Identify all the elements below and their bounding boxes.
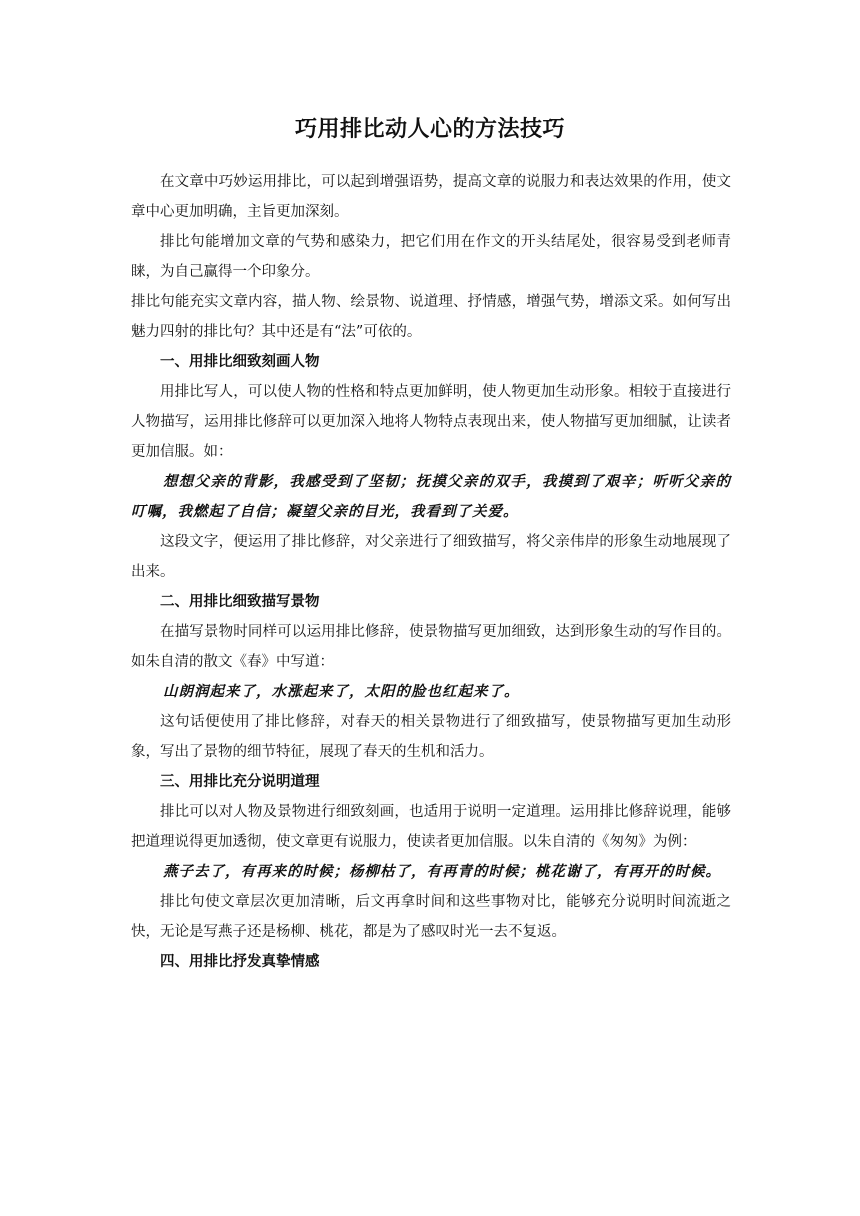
intro-paragraph-2: 排比句能增加文章的气势和感染力，把它们用在作文的开头结尾处，很容易受到老师青睐，为自己赢得一个印象分。 [131, 234, 731, 280]
section-heading-4: 四、用排比抒发真挚情感 [160, 954, 320, 970]
section-1-example: 想想父亲的背影，我感受到了坚韧；抚摸父亲的双手，我摸到了艰辛；听听父亲的叮嘱，我燃起了自信；凝望父亲的目光，我看到了关爱。 [131, 473, 731, 520]
section-2-analysis: 这句话便使用了排比修辞，对春天的相关景物进行了细致描写，使景物描写更加生动形象，写出了景物的细节特征，展现了春天的生机和活力。 [131, 714, 731, 760]
section-1-text: 用排比写人，可以使人物的性格和特点更加鲜明，使人物更加生动形象。相较于直接进行人物描写，运用排比修辞可以更加深入地将人物特点表现出来，使人物描写更加细腻，让读者更加信服。如： [131, 384, 731, 460]
section-heading-2: 二、用排比细致描写景物 [160, 594, 320, 610]
section-3-text: 排比可以对人物及景物进行细致刻画，也适用于说明一定道理。运用排比修辞说理，能够把道理说得更加透彻，使文章更有说服力，使读者更加信服。以朱自清的《匆匆》为例： [131, 804, 731, 850]
section-3-example: 燕子去了，有再来的时候；杨柳枯了，有再青的时候；桃花谢了，有再开的时候。 [163, 863, 721, 880]
section-heading-3: 三、用排比充分说明道理 [160, 774, 320, 790]
section-1-analysis: 这段文字，便运用了排比修辞，对父亲进行了细致描写，将父亲伟岸的形象生动地展现了出来。 [131, 534, 731, 580]
section-2-example: 山朗润起来了，水涨起来了，太阳的脸也红起来了。 [163, 683, 520, 700]
document-title: 巧用排比动人心的方法技巧 [294, 117, 565, 142]
intro-paragraph-3: 排比句能充实文章内容，描人物、绘景物、说道理、抒情感，增强气势，增添文采。如何写出魅力四射的排比句？其中还是有“法”可依的。 [131, 294, 731, 340]
document-body [131, 167, 731, 977]
intro-paragraph-1: 在文章中巧妙运用排比，可以起到增强语势，提高文章的说服力和表达效果的作用，使文章中心更加明确，主旨更加深刻。 [131, 174, 731, 220]
section-3-analysis: 排比句使文章层次更加清晰，后文再拿时间和这些事物对比，能够充分说明时间流逝之快，无论是写燕子还是杨柳、桃花，都是为了感叹时光一去不复返。 [131, 894, 731, 940]
section-2-text: 在描写景物时同样可以运用排比修辞，使景物描写更加细致，达到形象生动的写作目的。如朱自清的散文《春》中写道： [131, 624, 731, 670]
section-heading-1: 一、用排比细致刻画人物 [160, 354, 320, 370]
